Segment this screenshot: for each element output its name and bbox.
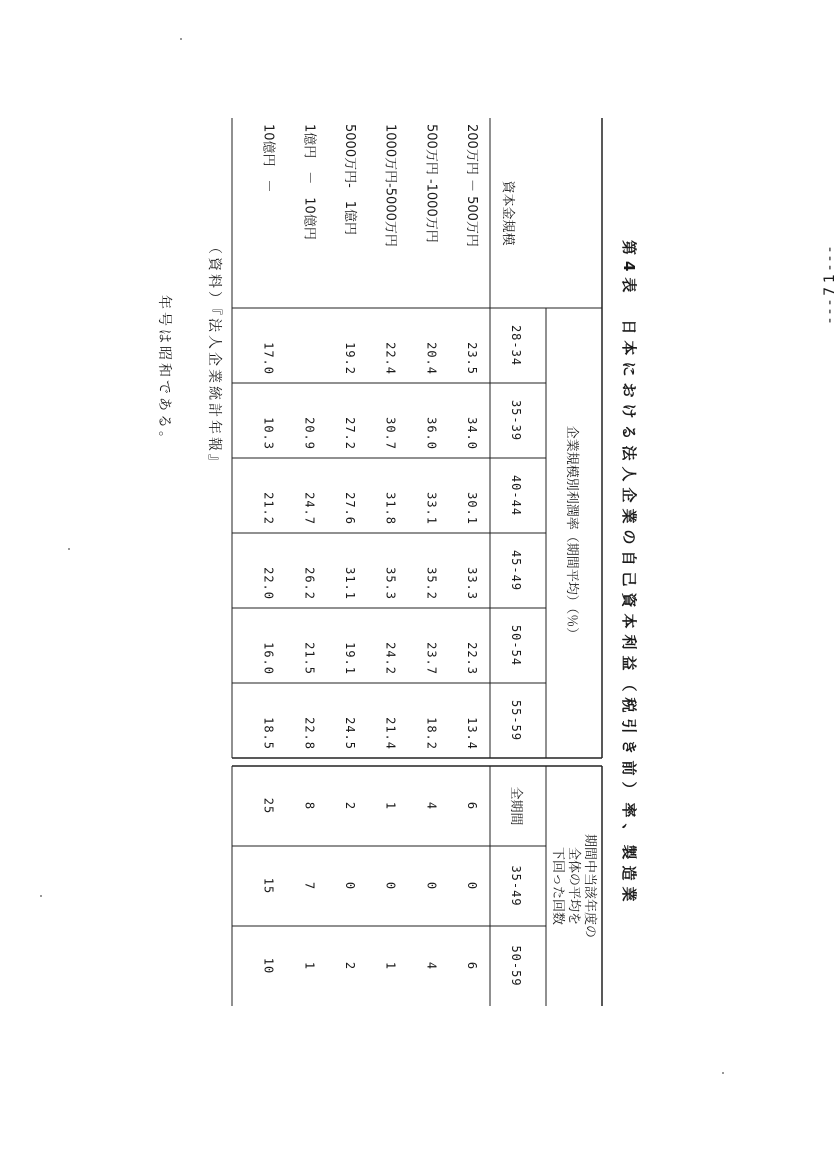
source-citation: （資料）『法人企業統計年報』 xyxy=(206,240,222,471)
profit-rate-cell: 27.6 xyxy=(343,492,357,525)
below-average-count-cell: 25 xyxy=(261,797,276,815)
data-table xyxy=(232,118,602,1000)
below-average-count-cell: 8 xyxy=(302,801,317,811)
row-label: 200万円 － 500万円 xyxy=(464,124,479,247)
below-average-count-cell: 2 xyxy=(343,961,357,971)
profit-rate-cell: 22.0 xyxy=(261,567,276,600)
profit-rate-cell: 35.2 xyxy=(424,567,439,600)
row-label: 1000万円-5000万円 xyxy=(382,124,398,247)
below-average-count-cell: 0 xyxy=(343,881,357,891)
profit-rate-cell: 22.4 xyxy=(383,342,398,375)
row-label: 10億円 － xyxy=(260,124,276,193)
profit-rate-cell: 18.2 xyxy=(424,717,439,750)
profit-rate-cell: 36.0 xyxy=(424,417,439,450)
profit-rate-cell: 24.7 xyxy=(302,492,317,525)
below-average-count-header: 期間中当該年度の xyxy=(582,833,597,939)
period-column-header: 50-54 xyxy=(509,624,523,667)
below-average-count-cell: 10 xyxy=(261,957,276,975)
period-column-header: 45-49 xyxy=(509,549,523,592)
row-label: 1億円 － 10億円 xyxy=(301,124,317,240)
period-column-header: 40-44 xyxy=(509,474,523,517)
profit-rate-cell: 30.7 xyxy=(383,417,398,450)
row-label: 5000万円- 1億円 xyxy=(342,124,357,236)
page-number: ---71--- xyxy=(822,242,838,324)
profit-rate-cell: 33.3 xyxy=(465,567,479,600)
below-average-count-cell: 1 xyxy=(302,961,317,971)
below-average-count-header: 全体の平均を xyxy=(566,846,581,926)
below-average-count-cell: 4 xyxy=(424,801,439,811)
profit-rate-cell: 34.0 xyxy=(465,417,479,450)
rotated-page-content xyxy=(110,90,710,1090)
profit-rate-cell: 23.7 xyxy=(424,642,439,675)
profit-rate-cell: 13.4 xyxy=(465,717,479,750)
table-title: 第4表 日本における法人企業の自己資本利益（税引き前）率、製造業 xyxy=(620,240,638,908)
source-footnote: 年号は昭和である。 xyxy=(156,295,172,448)
profit-rate-cell: 18.5 xyxy=(261,717,276,750)
period-column-header: 35-39 xyxy=(509,399,523,442)
count-column-header: 50-59 xyxy=(509,945,523,987)
profit-rate-cell: 20.4 xyxy=(424,342,439,375)
profit-rate-cell: 31.8 xyxy=(383,492,398,525)
below-average-count-cell: 15 xyxy=(261,877,276,895)
below-average-count-cell: 1 xyxy=(383,961,398,971)
below-average-count-cell: 6 xyxy=(465,801,479,811)
profit-rate-cell: 21.4 xyxy=(383,717,398,750)
scan-speck xyxy=(68,548,70,550)
scan-speck xyxy=(722,1072,724,1074)
profit-rate-cell: 35.3 xyxy=(383,567,398,600)
below-average-count-header: 下回った回数 xyxy=(550,846,565,926)
profit-rate-cell: 24.5 xyxy=(343,717,357,750)
period-column-header: 55-59 xyxy=(509,699,523,742)
profit-rate-cell: 30.1 xyxy=(465,492,479,525)
profit-rate-cell: 31.1 xyxy=(343,567,357,600)
row-label: 500万円 -1000万円 xyxy=(423,124,439,243)
period-column-header: 28-34 xyxy=(509,324,523,367)
profit-rate-group-header: 企業規模別利潤率（期間平均）（％） xyxy=(564,425,579,641)
row-header-label: 資本金規模 xyxy=(500,180,515,246)
below-average-count-cell: 7 xyxy=(302,881,317,891)
profit-rate-cell: 22.8 xyxy=(302,717,317,750)
profit-rate-cell: 19.1 xyxy=(343,642,357,675)
profit-rate-cell: 20.9 xyxy=(302,417,317,450)
profit-rate-cell: 27.2 xyxy=(343,417,357,450)
profit-rate-cell: 10.3 xyxy=(261,417,276,450)
below-average-count-cell: 4 xyxy=(424,961,439,971)
below-average-count-cell: 1 xyxy=(383,801,398,811)
profit-rate-cell: 16.0 xyxy=(261,642,276,675)
profit-rate-cell: 24.2 xyxy=(383,642,398,675)
profit-rate-cell: 33.1 xyxy=(424,492,439,525)
count-column-header: 35-49 xyxy=(509,865,523,907)
below-average-count-cell: 0 xyxy=(424,881,439,891)
below-average-count-cell: 0 xyxy=(465,881,479,891)
below-average-count-cell: 2 xyxy=(343,801,357,811)
profit-rate-cell: 23.5 xyxy=(465,342,479,375)
profit-rate-cell: 21.5 xyxy=(302,642,317,675)
profit-rate-cell: 22.3 xyxy=(465,642,479,675)
count-column-header: 全期間 xyxy=(508,786,523,826)
scan-speck xyxy=(40,895,42,897)
profit-rate-cell: 21.2 xyxy=(261,492,276,525)
profit-rate-cell: 19.2 xyxy=(343,342,357,375)
profit-rate-cell: 26.2 xyxy=(302,567,317,600)
below-average-count-cell: 0 xyxy=(383,881,398,891)
below-average-count-cell: 6 xyxy=(465,961,479,971)
table-grid xyxy=(232,118,602,1000)
scan-speck xyxy=(180,38,182,40)
profit-rate-cell: 17.0 xyxy=(261,342,276,375)
